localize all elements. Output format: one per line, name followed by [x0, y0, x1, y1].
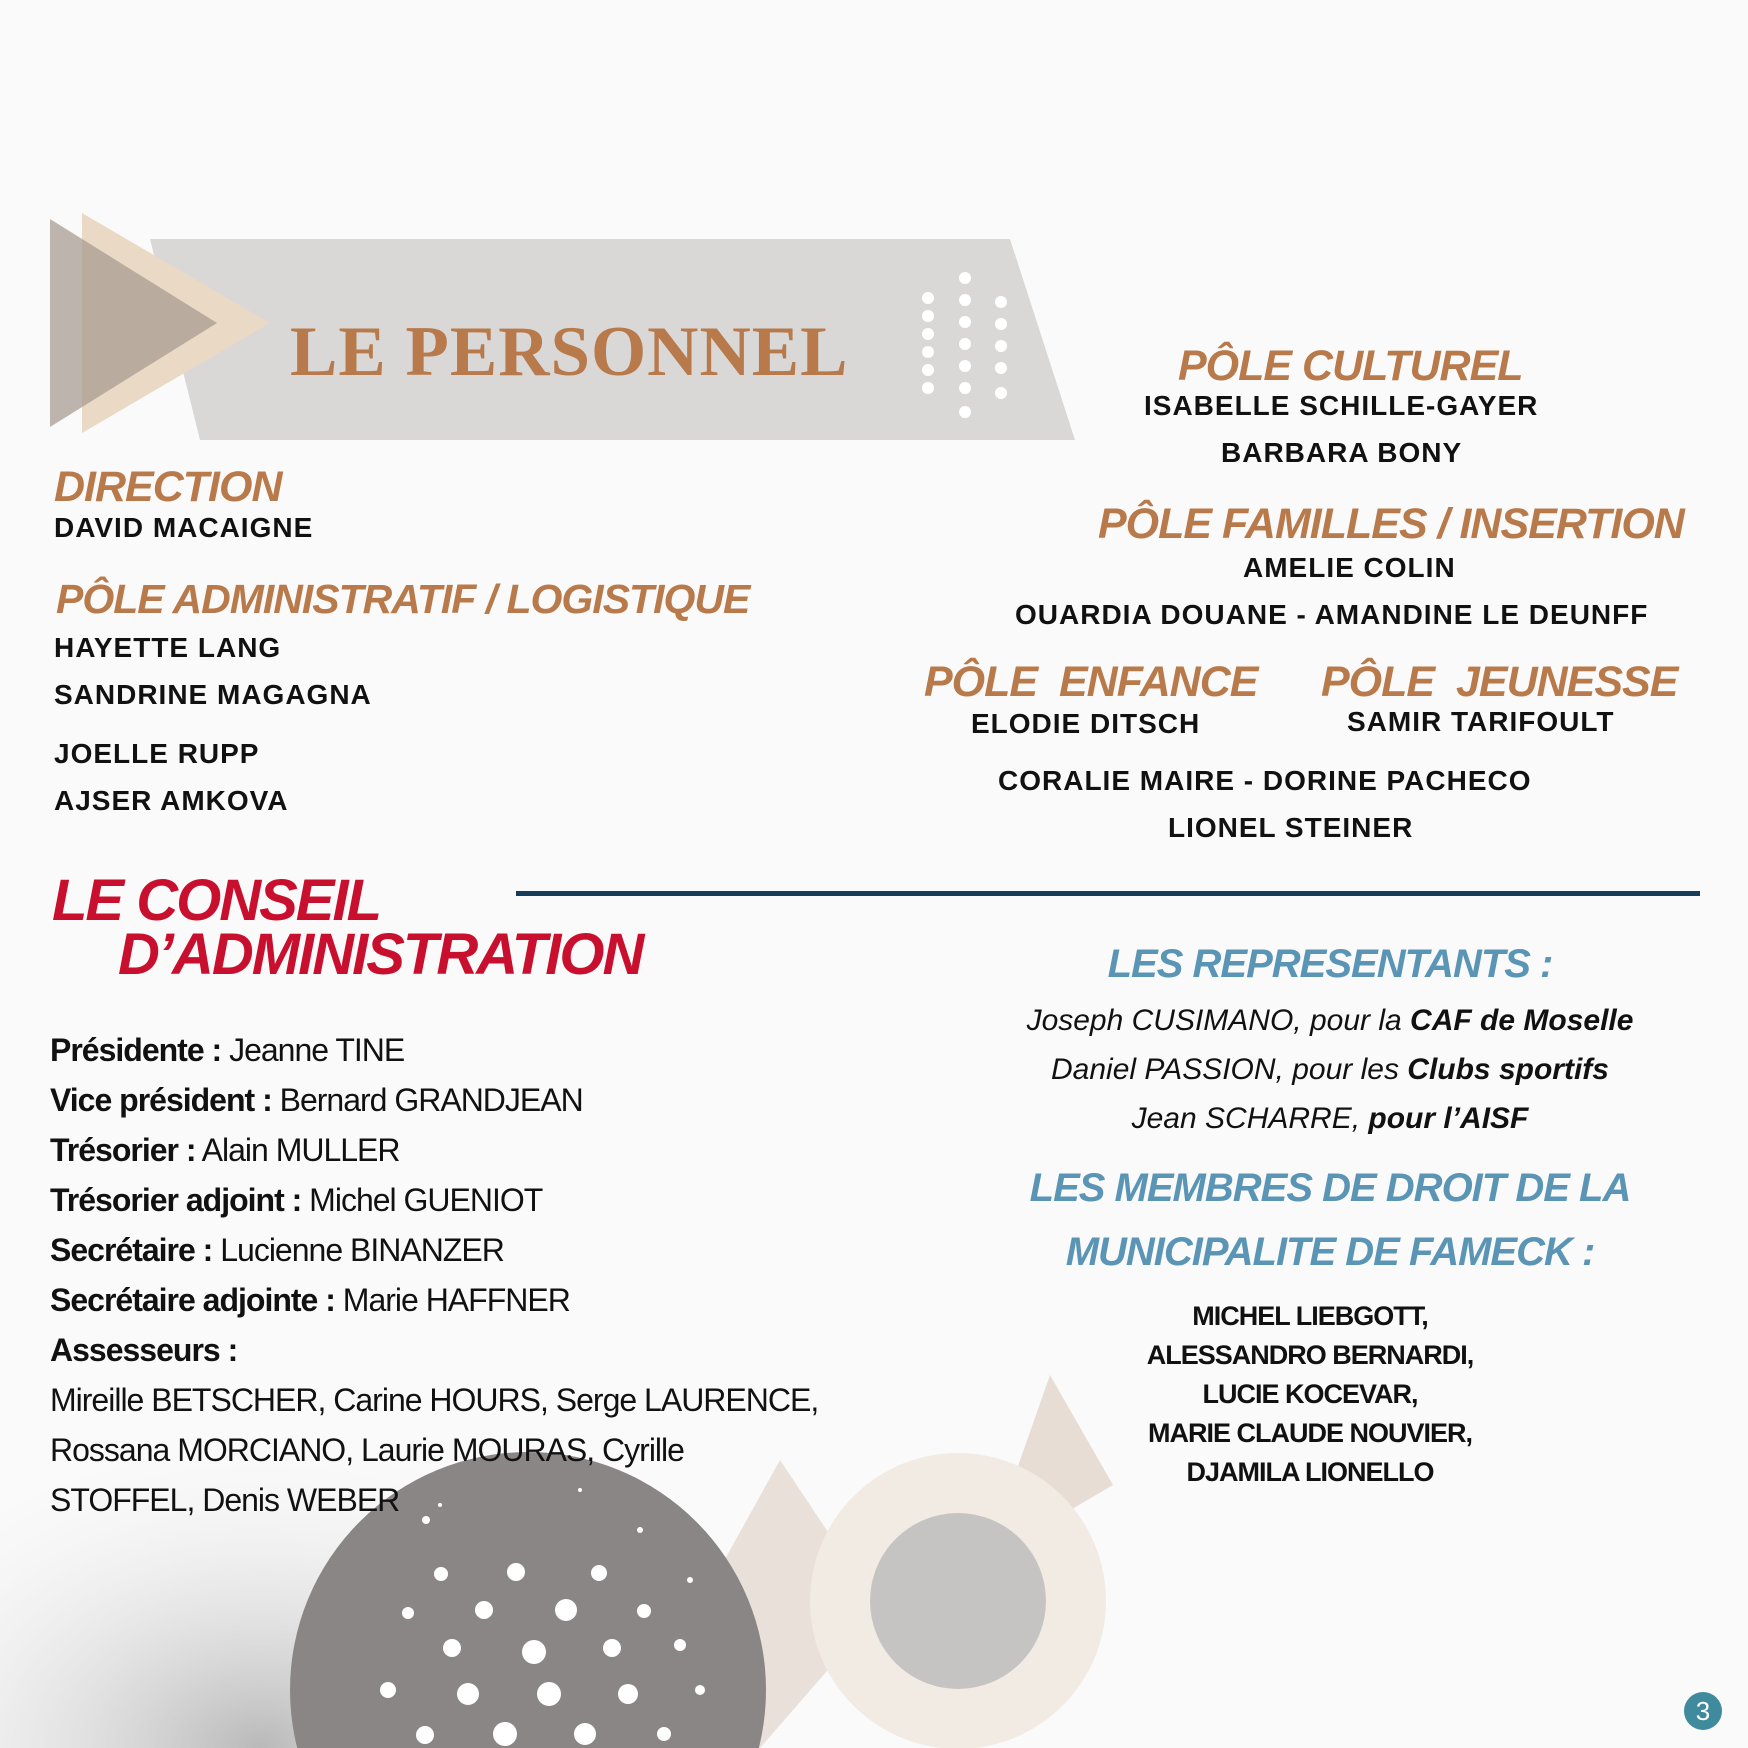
member-name: MICHEL LIEBGOTT,	[1192, 1301, 1428, 1331]
members-title-line1: LES MEMBRES DE DROIT DE LA	[1029, 1166, 1631, 1210]
page-number: 3	[1695, 1696, 1711, 1726]
role-label: Assesseurs :	[50, 1332, 238, 1368]
member-name: MARIE CLAUDE NOUVIER,	[1147, 1418, 1472, 1448]
page-title: LE PERSONNEL	[290, 313, 849, 391]
enfance-pole-label: PÔLE ENFANCE	[924, 658, 1258, 706]
assessors-line: STOFFEL, Denis WEBER	[50, 1482, 400, 1518]
role-name: Lucienne BINANZER	[212, 1232, 504, 1268]
role-name: Michel GUENIOT	[301, 1182, 543, 1218]
role-label: Trésorier :	[50, 1132, 196, 1168]
representative-org: CAF de Moselle	[1410, 1004, 1634, 1037]
admin-name: AJSER AMKOVA	[54, 785, 289, 816]
admin-name: JOELLE RUPP	[54, 738, 260, 769]
direction-name: DAVID MACAIGNE	[54, 512, 314, 543]
culturel-name: BARBARA BONY	[1221, 437, 1463, 468]
role-label: Secrétaire adjointe :	[50, 1282, 335, 1318]
admin-name: SANDRINE MAGAGNA	[54, 679, 372, 710]
members-title-line2: MUNICIPALITE DE FAMECK :	[1065, 1230, 1595, 1274]
role-name: Bernard GRANDJEAN	[271, 1082, 583, 1118]
representatives-title: LES REPRESENTANTS :	[1107, 942, 1553, 986]
shared-name: LIONEL STEINER	[1168, 812, 1414, 843]
admin-pole-label: PÔLE ADMINISTRATIF / LOGISTIQUE	[56, 576, 750, 622]
role-label: Secrétaire :	[50, 1232, 213, 1268]
role-label: Vice président :	[50, 1082, 272, 1118]
culturel-pole-label: PÔLE CULTUREL	[1178, 342, 1523, 390]
familles-name: AMELIE COLIN	[1243, 552, 1456, 583]
representative-org: pour l’AISF	[1368, 1102, 1529, 1135]
role-label: Trésorier adjoint :	[50, 1182, 302, 1218]
member-name: LUCIE KOCEVAR,	[1202, 1379, 1418, 1409]
jeunesse-pole-label: PÔLE JEUNESSE	[1321, 658, 1678, 706]
council-role-row	[50, 1032, 910, 1082]
representative-line	[950, 1102, 1710, 1136]
representative-org: Clubs sportifs	[1407, 1053, 1609, 1086]
council-title-line2: D’ADMINISTRATION	[118, 922, 643, 987]
role-label: Présidente :	[50, 1032, 222, 1068]
role-name: Jeanne TINE	[221, 1032, 405, 1068]
direction-label: DIRECTION	[54, 463, 282, 511]
role-name: Alain MULLER	[195, 1132, 400, 1168]
council-roles	[50, 1032, 910, 1532]
council-role-row	[50, 1232, 910, 1282]
representative-text: Jean SCHARRE,	[1131, 1102, 1369, 1135]
council-role-row	[50, 1332, 910, 1382]
council-role-row	[50, 1282, 910, 1332]
assessors-line: Mireille BETSCHER, Carine HOURS, Serge LAURENCE,	[50, 1382, 819, 1418]
familles-pole-label: PÔLE FAMILLES / INSERTION	[1098, 500, 1684, 548]
representative-text: Daniel PASSION, pour les	[1051, 1053, 1408, 1086]
assessors-line: Rossana MORCIANO, Laurie MOURAS, Cyrille	[50, 1432, 684, 1468]
council-role-row	[50, 1182, 910, 1232]
admin-name: HAYETTE LANG	[54, 632, 282, 663]
members-list	[1000, 1297, 1620, 1492]
enfance-name: ELODIE DITSCH	[971, 708, 1201, 739]
shared-name: CORALIE MAIRE - DORINE PACHECO	[998, 765, 1532, 796]
representative-line	[950, 1053, 1710, 1087]
representative-text: Joseph CUSIMANO, pour la	[1026, 1004, 1411, 1037]
council-role-row	[50, 1082, 910, 1132]
role-name: Marie HAFFNER	[334, 1282, 570, 1318]
culturel-name: ISABELLE SCHILLE-GAYER	[1144, 390, 1539, 421]
jeunesse-name: SAMIR TARIFOULT	[1347, 706, 1615, 737]
representative-line	[950, 1004, 1710, 1038]
member-name: ALESSANDRO BERNARDI,	[1146, 1340, 1474, 1370]
council-title-line1: LE CONSEIL	[52, 868, 381, 933]
familles-name: OUARDIA DOUANE - AMANDINE LE DEUNFF	[1015, 599, 1649, 630]
council-role-row	[50, 1132, 910, 1182]
member-name: DJAMILA LIONELLO	[1186, 1457, 1434, 1487]
